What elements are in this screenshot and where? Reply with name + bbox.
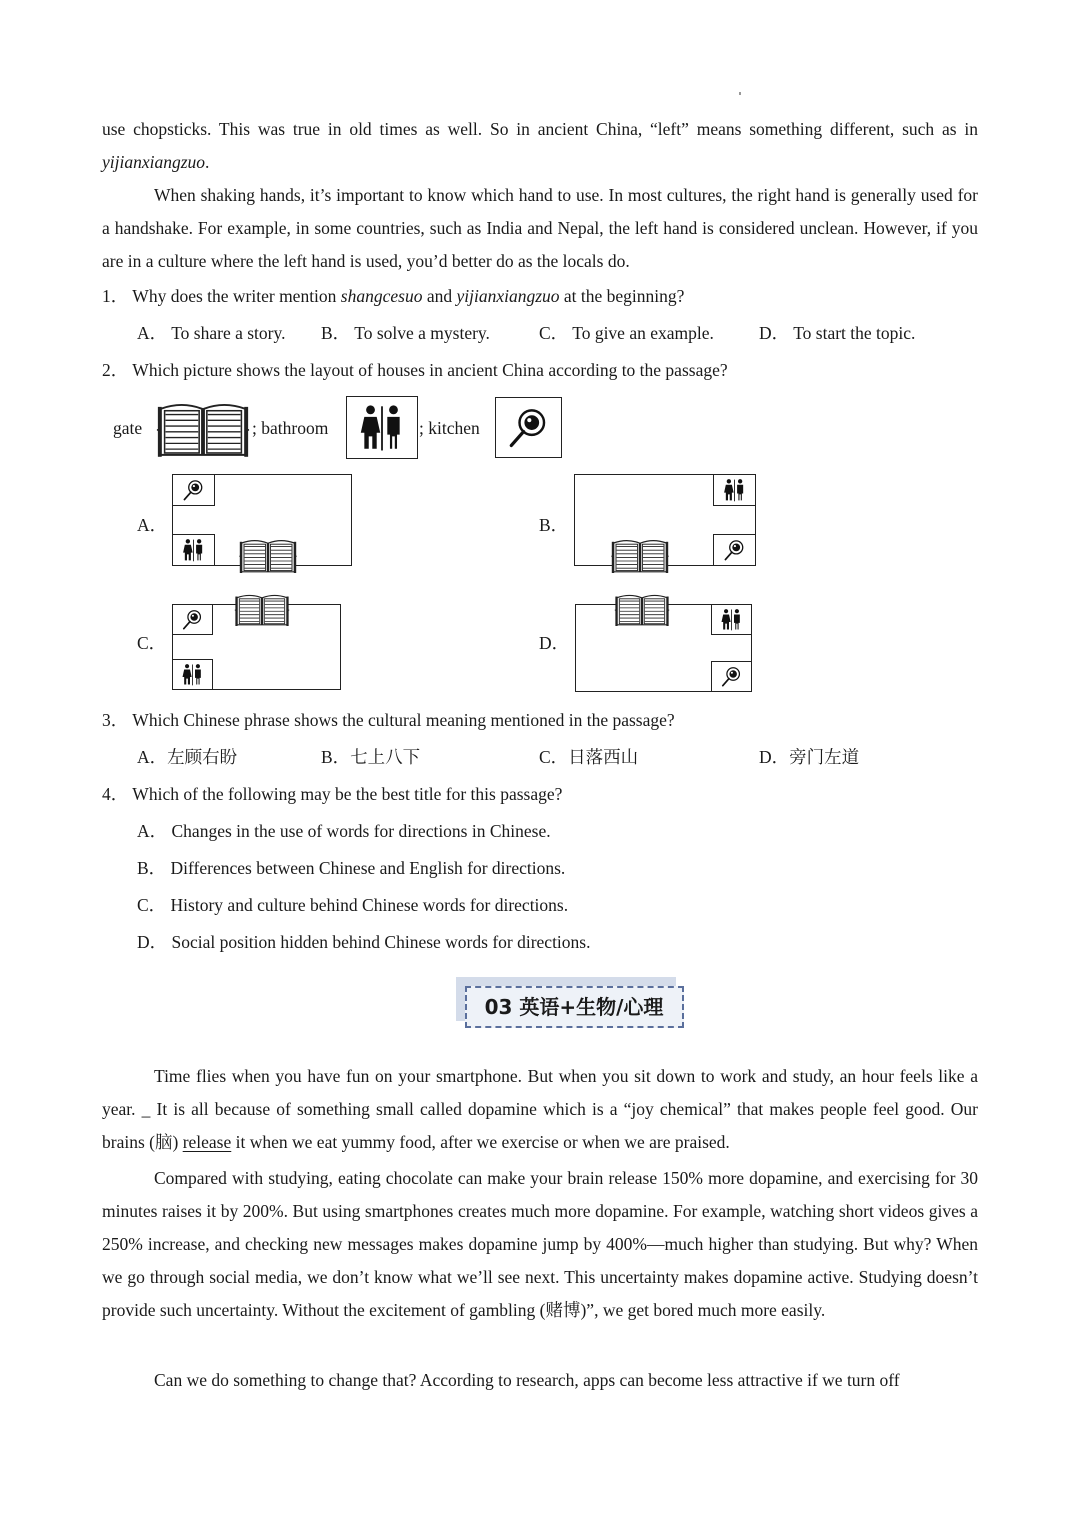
underlined-word: release — [182, 1132, 232, 1152]
bathroom-icon — [346, 396, 418, 459]
q2-option-d-label[interactable]: D． — [539, 633, 570, 653]
question-2-stem: 2． Which picture shows the layout of houses in ancient China according to the passage? — [102, 360, 728, 380]
q4-option-d[interactable]: D． Social position hidden behind Chinese words for directions. — [137, 932, 591, 952]
q4-option-a[interactable]: A． Changes in the use of words for directions in Chinese. — [137, 821, 551, 841]
passage-text: it when we eat yummy food, after we exercise or when we are praised. — [231, 1132, 730, 1152]
q2-option-b-label[interactable]: B． — [539, 515, 569, 535]
question-4-stem: 4． Which of the following may be the best title for this passage? — [102, 784, 563, 804]
scan-speck — [739, 92, 741, 95]
q2-option-c-label[interactable]: C． — [137, 633, 167, 653]
stem-text: at the beginning? — [559, 286, 685, 306]
passage-2-paragraph-3: Can we do something to change that? According to research, apps can become less attractive if we turn off — [154, 1370, 900, 1390]
legend-kitchen-label: ; kitchen — [419, 418, 480, 438]
legend-bathroom-label: ; bathroom — [252, 418, 329, 438]
q4-option-c[interactable]: C． History and culture behind Chinese words for directions. — [137, 895, 569, 915]
section-heading-text: 03 英语+生物/心理 — [484, 995, 664, 1019]
question-1-stem — [102, 285, 684, 307]
kitchen-icon — [713, 534, 756, 566]
q4-option-b[interactable]: B． Differences between Chinese and English for directions. — [137, 858, 566, 878]
gate-icon — [236, 537, 300, 573]
kitchen-icon — [711, 661, 752, 692]
gate-icon — [609, 592, 675, 626]
q1-option-b[interactable]: B． To solve a mystery. — [321, 323, 490, 343]
passage-paragraph-1 — [102, 113, 978, 179]
kitchen-icon — [495, 397, 562, 458]
q3-option-d[interactable]: D．旁门左道 — [759, 747, 860, 767]
q1-option-d[interactable]: D． To start the topic. — [759, 323, 916, 343]
q1-option-a[interactable]: A． To share a story. — [137, 323, 286, 343]
kitchen-icon — [172, 474, 215, 506]
section-heading — [456, 977, 686, 1029]
gate-icon — [155, 399, 251, 457]
stem-text: and — [422, 286, 457, 306]
passage-text: Time flies when you have fun on your smartphone. But when you sit down to work and study, an hour feels like a year. — [102, 1066, 978, 1119]
passage-paragraph-2: When shaking hands, it’s important to know which hand to use. In most cultures, the right hand is generally used for a handshake. For example, in some countries, such as India and Nepal, the left hand is considered unclean. However, if you are in a culture where the left hand is used, you’d better do as the locals do. — [102, 185, 978, 271]
q3-option-a[interactable]: A．左顾右盼 — [137, 747, 238, 767]
passage-text: use chopsticks. This was true in old times as well. So in ancient China, “left” means something different, such as in — [102, 119, 978, 139]
bathroom-icon — [172, 534, 215, 566]
q3-option-c[interactable]: C．日落西山 — [539, 747, 639, 767]
kitchen-icon — [172, 604, 213, 635]
gate-icon — [607, 537, 673, 573]
bathroom-icon — [713, 474, 756, 506]
pinyin-term: shangcesuo — [340, 286, 423, 306]
pinyin-term: yijianxiangzuo — [456, 286, 560, 306]
q3-option-b[interactable]: B．七上八下 — [321, 747, 421, 767]
gate-icon — [231, 592, 293, 626]
q2-option-a-label[interactable]: A． — [137, 515, 168, 535]
bathroom-icon — [711, 604, 752, 635]
answer-blank[interactable]: _ — [141, 1099, 151, 1119]
q1-option-c[interactable]: C． To give an example. — [539, 323, 714, 343]
question-3-stem: 3． Which Chinese phrase shows the cultural meaning mentioned in the passage? — [102, 710, 675, 730]
passage-text: . — [205, 152, 210, 172]
legend-gate-label: gate — [113, 418, 143, 438]
bathroom-icon — [172, 659, 213, 690]
stem-text: 1． Why does the writer mention — [102, 286, 341, 306]
passage-2-paragraph-2: Compared with studying, eating chocolate can make your brain release 150% more dopamine, and exercising for 30 minutes raises it by 200%. But using smartphones creates much more dopamine. For example, watching short videos gives a 250% increase, and checking new messages makes dopamine jump by 400%—much higher than studying. But why? When we go through social media, we don’t know what we’ll see next. This uncertainty makes dopamine active. Studying doesn’t provide such uncertainty. Without the excitement of gambling (赌博)”, we get bored much more easily. — [102, 1168, 978, 1320]
passage-text: It is all because of something small called dopamine which is a “joy chemical” that makes people feel good. Our brains (脑) — [102, 1099, 978, 1152]
passage-2-paragraph-1 — [102, 1060, 978, 1159]
pinyin-term: yijianxiangzuo — [102, 152, 206, 172]
